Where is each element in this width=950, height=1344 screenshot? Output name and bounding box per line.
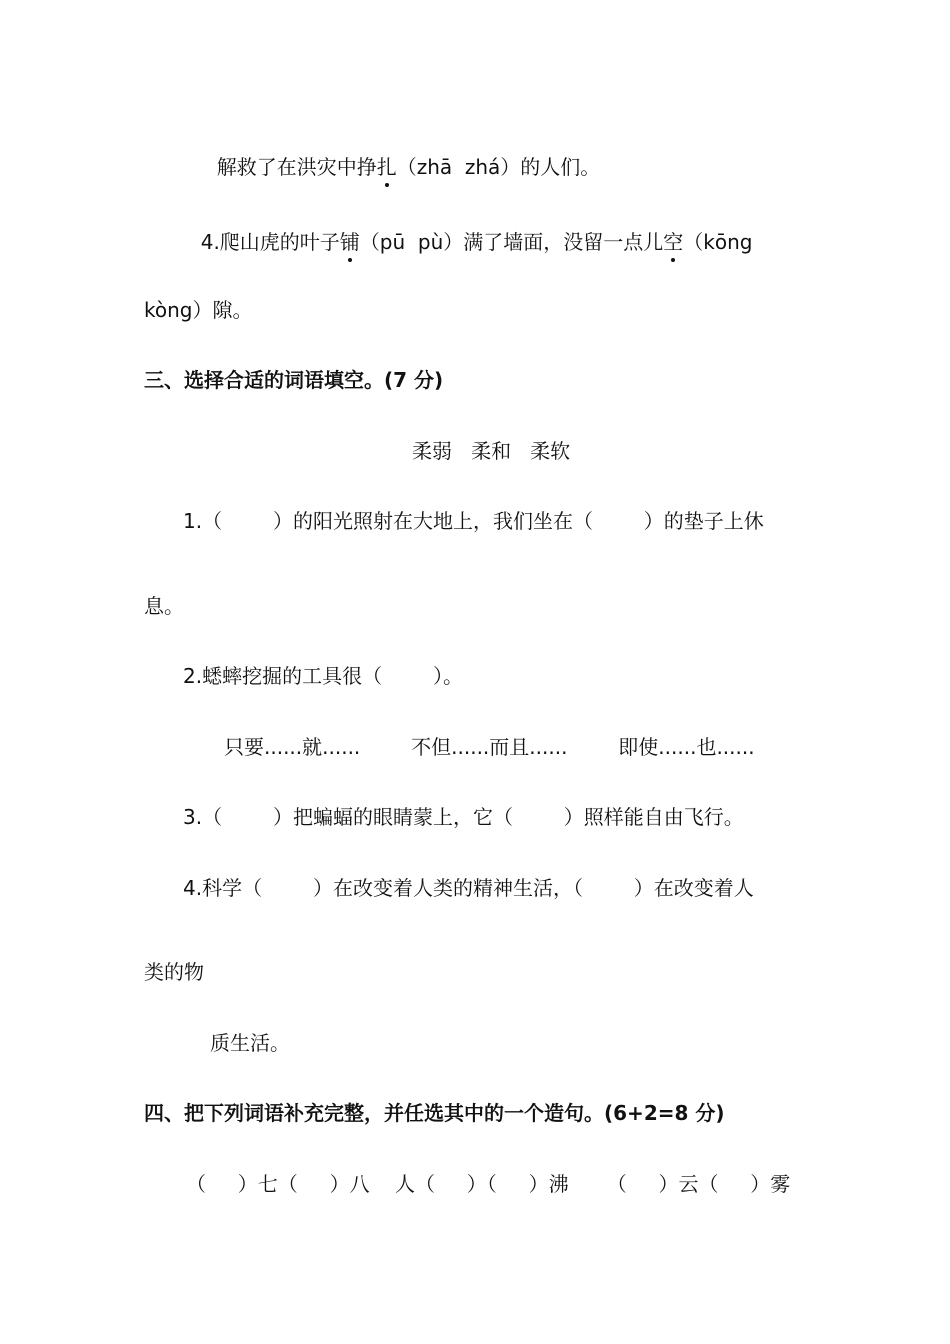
s3-q1-continuation: 息。 — [144, 594, 184, 618]
section-4-title: 四、把下列词语补充完整，并任选其中的一个造句。(6+2=8 分) — [144, 1101, 725, 1125]
s3-question-4: 4.科学（ ）在改变着人类的精神生活，（ ）在改变着人 — [183, 876, 754, 900]
q4-text-c: （kōng — [683, 230, 753, 254]
s3-q4-continuation: 类的物 — [144, 960, 204, 984]
section-3-title: 三、选择合适的词语填空。(7 分) — [144, 368, 444, 392]
dotted-char: 铺 — [339, 230, 360, 254]
q3-cont-text: 解救了在洪灾中挣 — [216, 155, 377, 179]
s3-question-2: 2.蟋蟀挖掘的工具很（ ）。 — [183, 664, 463, 688]
q3-continuation — [204, 137, 600, 177]
s3-q4-continuation-2: 质生活。 — [210, 1031, 290, 1055]
idiom-blanks: （ ）七（ ）八 人（ ）（ ）沸 （ ）云（ ）雾 — [186, 1172, 791, 1196]
word-bank-1: 柔弱 柔和 柔软 — [412, 439, 571, 463]
word-bank-2: 只要......就...... 不但......而且...... 即使......也...... — [224, 735, 755, 759]
question-4 — [188, 212, 752, 252]
s3-question-1: 1.（ ）的阳光照射在大地上，我们坐在（ ）的垫子上休 — [183, 509, 764, 533]
dotted-char: 扎 — [376, 155, 397, 179]
q4-text-b: （pū pù）满了墙面，没留一点儿 — [359, 230, 664, 254]
q3-cont-pinyin: （zhā zhá）的人们。 — [396, 155, 601, 179]
dotted-char: 空 — [663, 230, 684, 254]
s3-question-3: 3.（ ）把蝙蝠的眼睛蒙上，它（ ）照样能自由飞行。 — [183, 805, 744, 829]
q4-text-a: 4.爬山虎的叶子 — [200, 230, 340, 254]
q4-continuation: kòng）隙。 — [144, 298, 253, 322]
